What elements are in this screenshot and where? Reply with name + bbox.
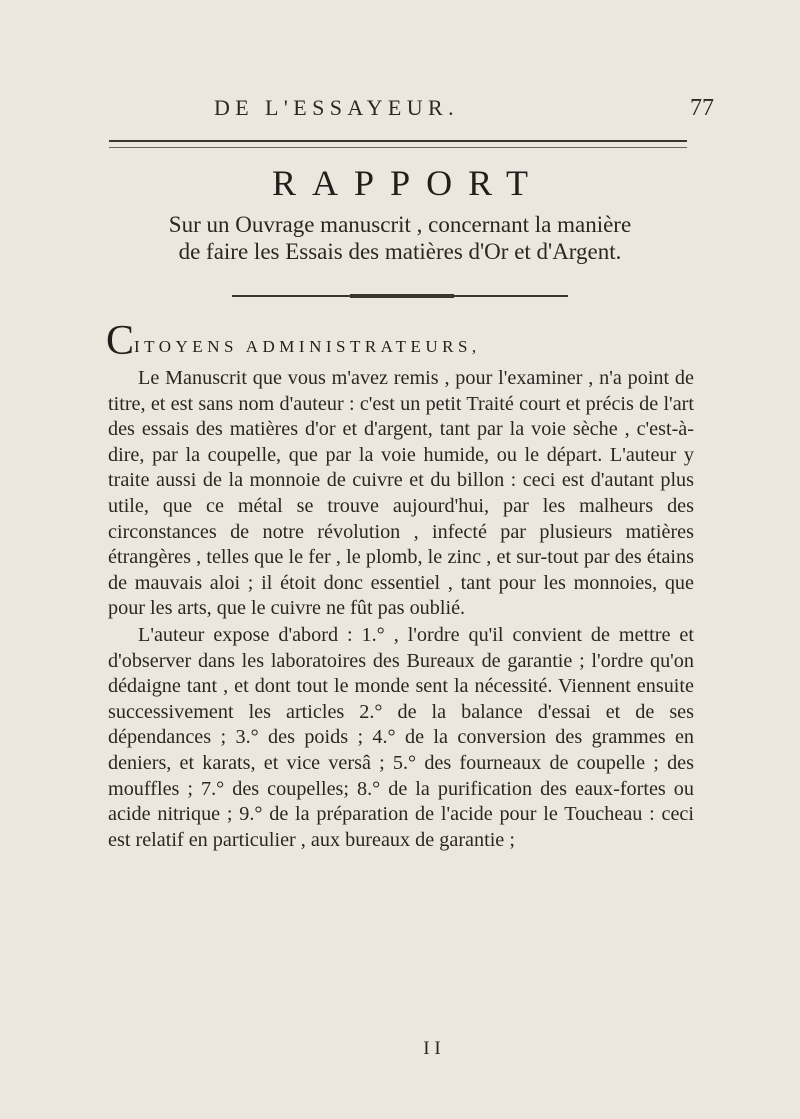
running-head (214, 95, 714, 129)
salutation (106, 320, 481, 362)
subtitle-line-2: de faire les Essais des matières d'Or et d'Argent. (178, 239, 622, 264)
salutation-initial: C (106, 318, 135, 364)
running-title: DE L'ESSAYEUR. (214, 95, 459, 120)
paragraph-2: L'auteur expose d'abord : 1.° , l'ordre qu'il convient de mettre et d'observer dans les laboratoires des Bureaux de garantie ; l'ordre qu'on dédaigne tant , et dont tout le monde sent la nécessité. Viennent ensuite successivement les articles 2.° de la balance d'essai et de ses dépendances ; 3.° des poids ; 4.° de la conversion des grammes en deniers, et karats, et vice versâ ; 5.° des fourneaux de coupelle ; des mouffles ; 7.° des coupelles; 8.° de la purification des eaux-fortes ou acide nitrique ; 9.° de la préparation de l'acide pour le Toucheau : ceci est relatif en particulier , aux bureaux de garantie ; (108, 623, 694, 851)
signature-mark (0, 1038, 800, 1060)
header-double-rule (109, 140, 687, 148)
report-subtitle (100, 211, 700, 265)
report-title: RAPPORT (272, 163, 544, 203)
paragraph-1: Le Manuscrit que vous m'avez remis , pour l'examiner , n'a point de titre, et est sans nom d'auteur : c'est un petit Traité court et précis de l'art des essais des matières d'or et d'argent, tant par la voie sèche , c'est-à-dire, par la coupelle, que par la voie humide, ou le départ. L'auteur y traite aussi de la monnoie de cuivre et du billon : ceci est d'autant plus utile, que ce métal se trouve aujourd'hui, par les malheurs des circonstances de notre révolution , infecté par plusieurs matières étrangères , telles que le fer , le plomb, le zinc , et sur-tout par des étains de mauvais aloi ; il étoit donc essentiel , tant pour les monnoies, que pour les arts, que le cuivre ne fût pas oublié. (108, 367, 694, 620)
salutation-text: ITOYENS ADMINISTRATEURS, (134, 337, 481, 356)
page-number: 77 (690, 95, 714, 121)
ornamental-rule (232, 295, 568, 297)
subtitle-line-1: Sur un Ouvrage manuscrit , concernant la manière (168, 212, 632, 237)
report-body (108, 366, 694, 853)
signature-mark-text: I I (423, 1038, 441, 1059)
